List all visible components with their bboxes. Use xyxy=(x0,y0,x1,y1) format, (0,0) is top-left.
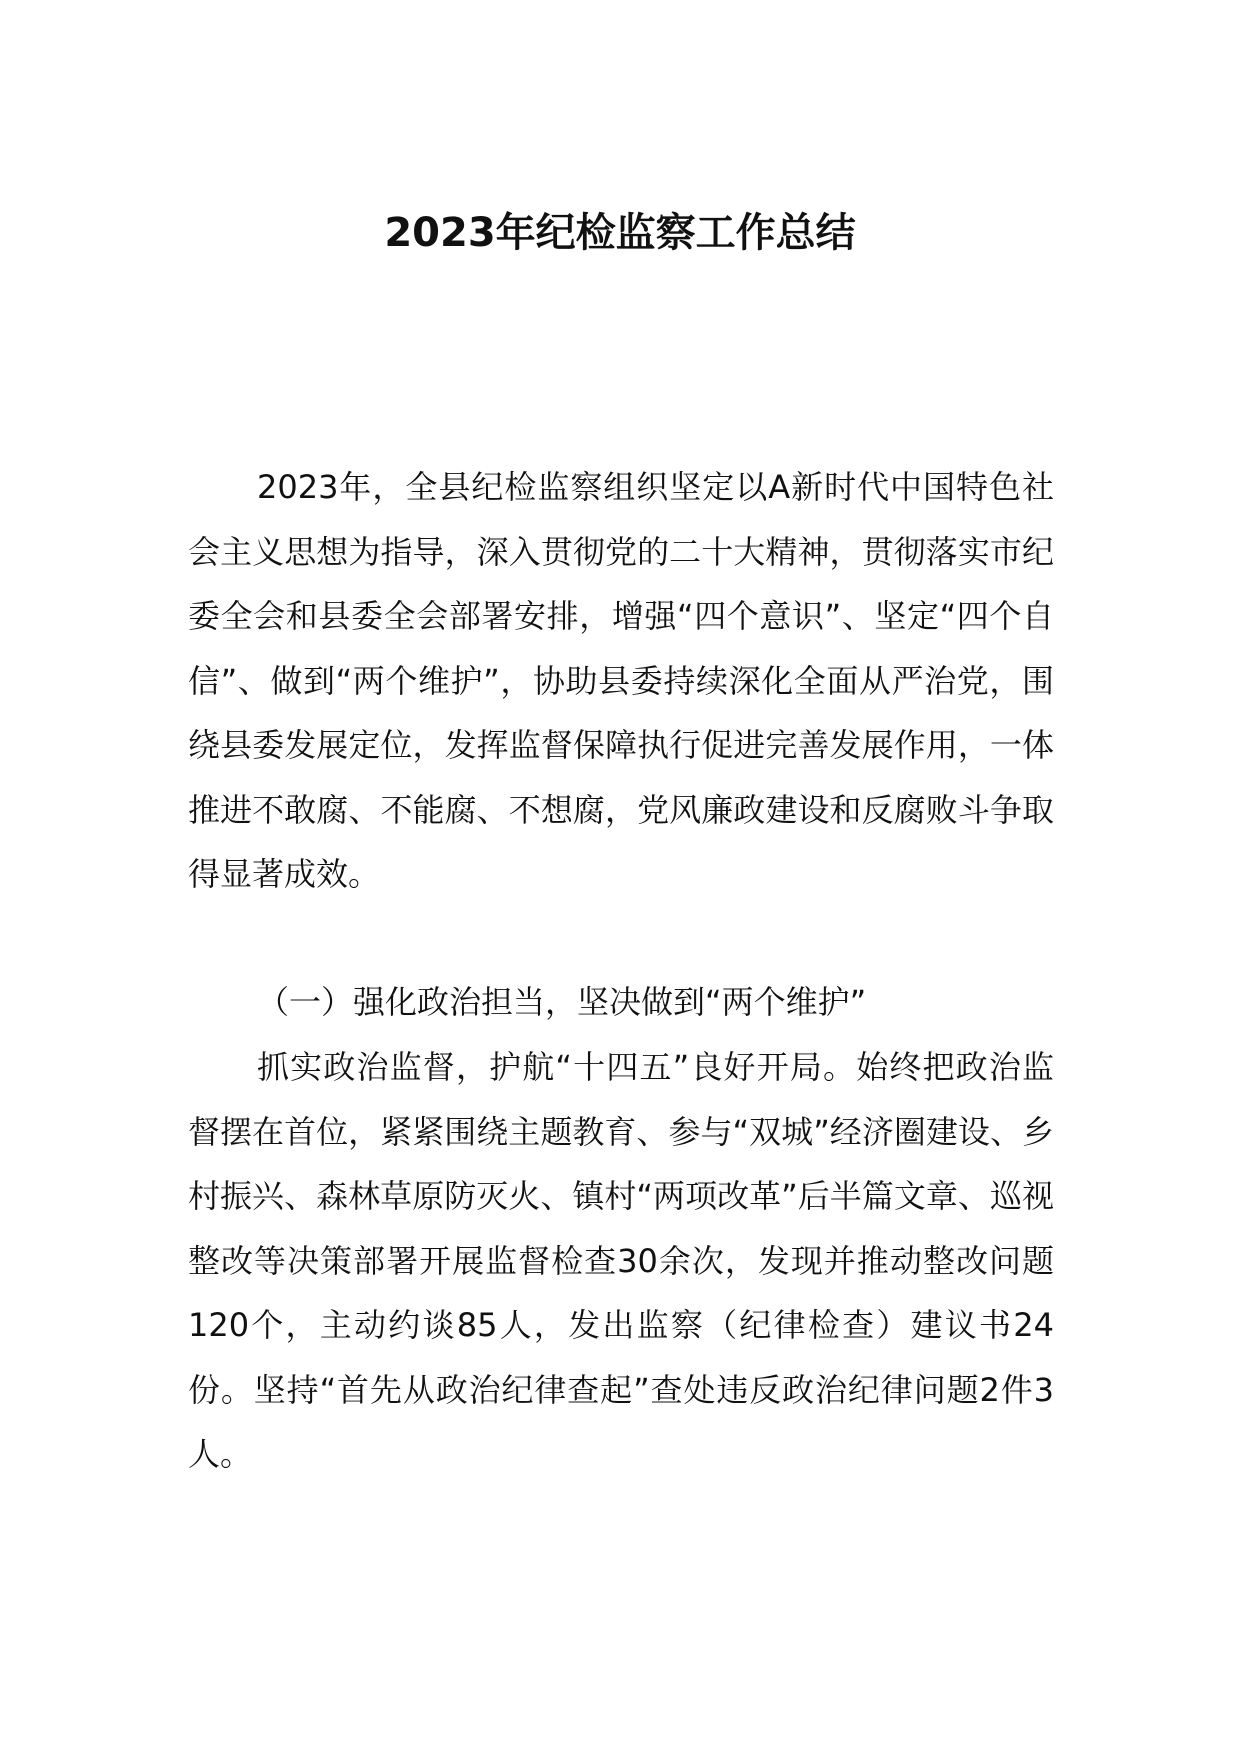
intro-paragraph: 2023年，全县纪检监察组织坚定以A新时代中国特色社会主义思想为指导，深入贯彻党的二十大精神，贯彻落实市纪委全会和县委全会部署安排，增强“四个意识”、坚定“四个自信”、做到“两个维护”，协助县委持续深化全面从严治党，围绕县委发展定位，发挥监督保障执行促进完善发展作用，一体推进不敢腐、不能腐、不想腐，党风廉政建设和反腐败斗争取得显著成效。 xyxy=(188,468,1054,893)
section-1-paragraph: 抓实政治监督，护航“十四五”良好开局。始终把政治监督摆在首位，紧紧围绕主题教育、参与“双城”经济圈建设、乡村振兴、森林草原防灭火、镇村“两项改革”后半篇文章、巡视整改等决策部署开展监督检查30余次，发现并推动整改问题120个，主动约谈85人，发出监察（纪律检查）建议书24份。坚持“首先从政治纪律查起”查处违反政治纪律问题2件3人。 xyxy=(188,1048,1054,1473)
document-title: 2023年纪检监察工作总结 xyxy=(384,210,856,256)
section-1-heading: （一）强化政治担当，坚决做到“两个维护” xyxy=(257,983,867,1021)
